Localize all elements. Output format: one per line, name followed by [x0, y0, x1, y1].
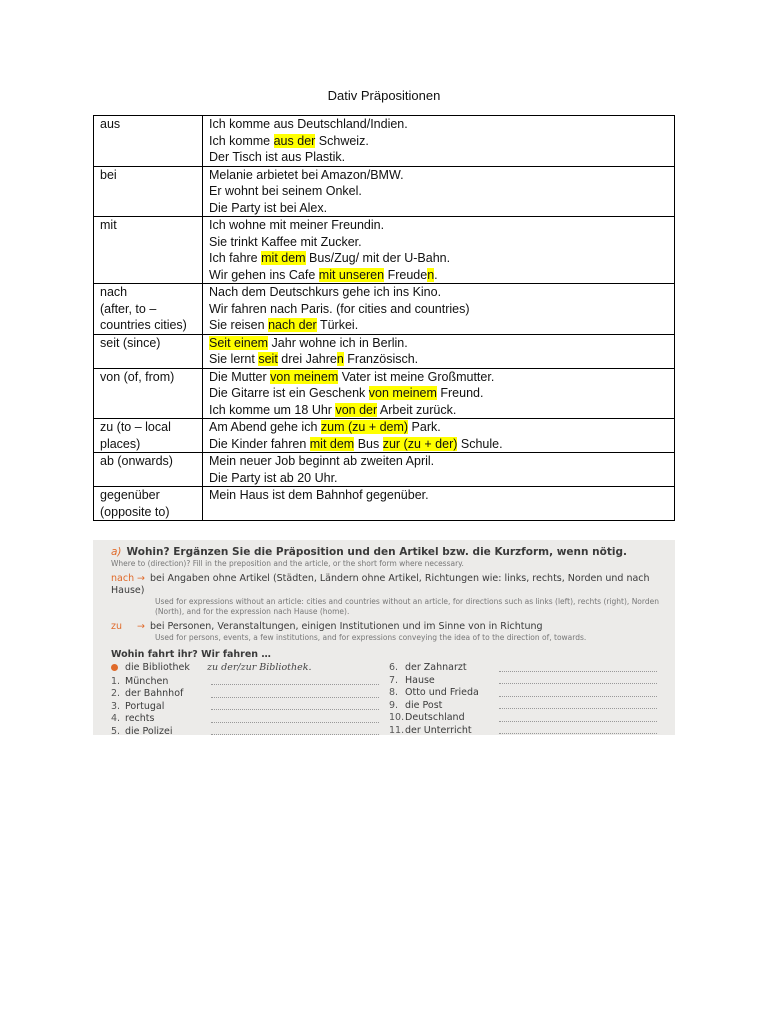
example-sentence	[209, 217, 668, 234]
exercise-item-word: Otto und Frieda	[405, 687, 479, 698]
sentence-segment: Die Gitarre ist ein Geschenk	[209, 386, 369, 400]
preposition-label: seit (since)	[100, 335, 161, 350]
document-title: Dativ Präpositionen	[327, 88, 441, 103]
example-sentence	[209, 453, 668, 470]
table-row	[94, 487, 675, 521]
example-sentence	[209, 335, 668, 352]
highlighted-phrase: seit	[258, 352, 278, 366]
examples-cell	[203, 217, 675, 284]
sentence-segment: Mein Haus ist dem Bahnhof gegenüber.	[209, 488, 429, 502]
exercise-item	[389, 712, 667, 725]
preposition-label: mit	[100, 218, 117, 232]
table-row	[94, 453, 675, 487]
sentence-segment: Die Kinder fahren	[209, 436, 310, 451]
sentence-segment: drei Jahre	[277, 352, 337, 366]
exercise-item-word: Portugal	[125, 700, 165, 712]
exercise-item-number: 7.	[389, 674, 399, 686]
preposition-label: zu (to – local	[100, 420, 171, 434]
preposition-cell	[94, 284, 203, 335]
exercise-example-answer: zu der/zur Bibliothek.	[207, 662, 312, 673]
exercise-item-word: der Unterricht	[405, 724, 472, 735]
sentence-segment: Ich komme	[209, 133, 274, 148]
exercise-example	[111, 662, 389, 676]
sentence-segment: Schule.	[457, 436, 503, 451]
table-row	[94, 334, 675, 368]
sentence-segment: Der Tisch ist aus Plastik.	[209, 150, 346, 164]
exercise-item-number: 10.	[389, 712, 405, 723]
highlighted-phrase: von der	[335, 402, 378, 417]
arrow-right-icon: →	[137, 621, 145, 632]
exercise-item	[389, 725, 667, 736]
answer-blank	[211, 701, 379, 711]
answer-blank	[499, 675, 657, 685]
table-row	[94, 284, 675, 335]
rule-zu	[111, 621, 667, 633]
sentence-segment: Sie trinkt Kaffee mit Zucker.	[209, 234, 362, 249]
sentence-segment: Die Party ist bei Alex.	[209, 200, 328, 215]
preposition-label: (after, to –	[100, 301, 157, 316]
preposition-label: bei	[100, 167, 117, 182]
answer-blank	[211, 713, 379, 723]
preposition-cell	[94, 334, 203, 368]
preposition-label: (opposite to)	[100, 504, 170, 519]
exercise-item-word: der Zahnarzt	[405, 662, 467, 673]
highlighted-phrase: mit dem	[261, 251, 306, 265]
exercise-letter: a)	[111, 546, 122, 558]
exercise-item	[389, 675, 667, 688]
preposition-cell	[94, 217, 203, 284]
sentence-segment: Bus	[354, 436, 383, 451]
exercise-item	[389, 700, 667, 713]
exercise-item-number: 6.	[389, 662, 399, 673]
exercise-item-number: 1.	[111, 675, 121, 687]
sentence-segment: Freude	[384, 267, 428, 282]
exercise-task-translation: Where to (direction)? Fill in the preposition and the article, or the short form where necessary.	[111, 559, 464, 568]
sentence-segment: Französisch.	[343, 352, 419, 366]
rule-nach-text: bei Angaben ohne Artikel (Städten, Ländern ohne Artikel, Richtungen wie: links, rechts, Norden und nach Hause)	[111, 573, 650, 596]
exercise-item-number: 2.	[111, 688, 121, 699]
exercise-item-word: die Polizei	[125, 725, 173, 735]
arrow-right-icon: →	[137, 573, 145, 584]
example-sentence	[209, 470, 668, 487]
exercise-question: Wohin fahrt ihr? Wir fahren …	[111, 649, 271, 660]
exercise-item-word: die Post	[405, 699, 443, 711]
sentence-segment: Wir gehen ins Cafe	[209, 267, 319, 282]
table-row	[94, 217, 675, 284]
example-sentence	[209, 402, 668, 419]
preposition-cell	[94, 419, 203, 453]
exercise-item	[389, 687, 667, 700]
rule-nach-keyword: nach	[111, 573, 135, 584]
sentence-segment: Wir fahren nach Paris. (for cities and countries)	[209, 301, 470, 316]
bullet-icon	[111, 664, 118, 671]
example-sentence	[209, 234, 668, 251]
preposition-cell	[94, 368, 203, 419]
sentence-segment: Die Mutter	[209, 369, 271, 384]
exercise-task-text: Wohin? Ergänzen Sie die Präposition und den Artikel bzw. die Kurzform, wenn nötig.	[126, 546, 627, 558]
example-sentence	[209, 200, 668, 217]
table-body	[94, 116, 675, 521]
examples-cell	[203, 116, 675, 167]
preposition-label: von (of, from)	[100, 369, 175, 384]
highlighted-phrase: von meinem	[368, 386, 437, 400]
preposition-cell	[94, 453, 203, 487]
sentence-segment: .	[434, 267, 438, 282]
highlighted-phrase: mit unseren	[318, 267, 385, 282]
table-row	[94, 419, 675, 453]
exercise-item	[111, 713, 389, 726]
example-sentence	[209, 369, 668, 386]
sentence-segment: Park.	[408, 420, 441, 434]
dative-prepositions-table	[93, 115, 675, 521]
table-row	[94, 116, 675, 167]
answer-blank	[211, 688, 379, 698]
examples-cell	[203, 368, 675, 419]
sentence-segment: Bus/Zug/ mit der U-Bahn.	[305, 251, 451, 265]
highlighted-phrase: n	[427, 267, 435, 282]
exercise-item-word: der Bahnhof	[125, 688, 184, 699]
preposition-cell	[94, 116, 203, 167]
exercise-item	[111, 688, 389, 701]
example-sentence	[209, 487, 668, 504]
examples-cell	[203, 334, 675, 368]
highlighted-phrase: Seit einem	[209, 335, 269, 350]
exercise-item	[111, 701, 389, 714]
answer-blank	[499, 712, 657, 722]
answer-blank	[211, 726, 379, 736]
sentence-segment: Nach dem Deutschkurs gehe ich ins Kino.	[209, 285, 442, 299]
highlighted-phrase: zum (zu + dem)	[320, 420, 409, 434]
exercise-item-number: 8.	[389, 687, 399, 698]
exercise-item-word: Deutschland	[405, 712, 465, 723]
sentence-segment: Sie reisen	[209, 318, 269, 332]
exercise-column-left	[111, 662, 389, 735]
example-sentence	[209, 284, 668, 301]
example-sentence	[209, 301, 668, 318]
example-sentence	[209, 504, 668, 521]
example-sentence	[209, 419, 668, 436]
sentence-segment: Ich komme um 18 Uhr	[209, 402, 336, 417]
answer-blank	[499, 687, 657, 697]
exercise-item-number: 4.	[111, 713, 121, 724]
example-sentence	[209, 385, 668, 402]
exercise-item-word: München	[125, 675, 169, 687]
preposition-label: ab (onwards)	[100, 454, 173, 468]
example-sentence	[209, 250, 668, 267]
exercise-task	[111, 546, 667, 559]
rule-zu-keyword: zu	[111, 621, 123, 632]
preposition-label: nach	[100, 285, 128, 299]
examples-cell	[203, 453, 675, 487]
answer-blank	[499, 700, 657, 710]
preposition-label: places)	[100, 436, 141, 451]
exercise-item-number: 5.	[111, 725, 121, 735]
highlighted-phrase: zur (zu + der)	[382, 436, 458, 451]
preposition-label: gegenüber	[100, 488, 160, 502]
sentence-segment: Jahr wohne ich in Berlin.	[268, 335, 408, 350]
sentence-segment: Am Abend gehe ich	[209, 420, 321, 434]
rule-zu-translation: Used for persons, events, a few institutions, and for expressions conveying the idea of to the direction of, towards.	[155, 633, 587, 642]
examples-cell	[203, 487, 675, 521]
examples-cell	[203, 284, 675, 335]
example-sentence	[209, 267, 668, 284]
highlighted-phrase: aus der	[273, 133, 316, 148]
answer-blank	[499, 662, 657, 672]
sentence-segment: Arbeit zurück.	[377, 402, 457, 417]
rule-nach-translation: Used for expressions without an article: cities and countries without an article, for directions such as links (left), rechts (right), Norden (North), and for the expression nach Hause (home).	[155, 597, 659, 616]
rule-nach	[111, 573, 667, 597]
exercise-item-word: rechts	[125, 713, 155, 724]
answer-blank	[499, 725, 657, 735]
table-row	[94, 166, 675, 217]
sentence-segment: Ich wohne mit meiner Freundin.	[209, 218, 385, 232]
exercise-item	[111, 676, 389, 689]
table-row	[94, 368, 675, 419]
exercise-item	[389, 662, 667, 675]
example-sentence	[209, 183, 668, 200]
highlighted-phrase: mit dem	[309, 436, 355, 451]
textbook-excerpt-image	[93, 540, 675, 735]
preposition-cell	[94, 487, 203, 521]
example-sentence	[209, 436, 668, 453]
answer-blank	[211, 676, 379, 686]
exercise-item	[111, 726, 389, 736]
examples-cell	[203, 166, 675, 217]
exercise-column-right	[389, 662, 667, 735]
exercise-item-number: 3.	[111, 700, 121, 712]
example-sentence	[209, 149, 668, 166]
sentence-segment: Die Party ist ab 20 Uhr.	[209, 470, 338, 485]
sentence-segment: Vater ist meine Großmutter.	[338, 369, 495, 384]
example-sentence	[209, 116, 668, 133]
exercise-item-word: Hause	[405, 674, 435, 686]
sentence-segment: Ich fahre	[209, 251, 262, 265]
sentence-segment: Ich komme aus Deutschland/Indien.	[209, 117, 408, 131]
sentence-segment: Freund.	[436, 386, 484, 400]
example-sentence	[209, 133, 668, 150]
highlighted-phrase: nach der	[268, 318, 317, 332]
examples-cell	[203, 419, 675, 453]
exercise-item-number: 11.	[389, 724, 405, 735]
preposition-cell	[94, 166, 203, 217]
sentence-segment: Melanie arbietet bei Amazon/BMW.	[209, 167, 404, 182]
example-sentence	[209, 351, 668, 368]
exercise-example-word: die Bibliothek	[125, 662, 190, 673]
highlighted-phrase: n	[336, 352, 344, 366]
highlighted-phrase: von meinem	[270, 369, 339, 384]
preposition-label: aus	[100, 117, 121, 131]
exercise-item-number: 9.	[389, 699, 399, 711]
sentence-segment: Sie lernt	[209, 352, 259, 366]
sentence-segment: Er wohnt bei seinem Onkel.	[209, 184, 362, 198]
example-sentence	[209, 167, 668, 184]
sentence-segment: Schweiz.	[315, 133, 369, 148]
sentence-segment: Mein neuer Job beginnt ab zweiten April.	[209, 454, 435, 468]
exercise-items	[111, 662, 667, 735]
sentence-segment: Türkei.	[316, 318, 359, 332]
rule-zu-text: bei Personen, Veranstaltungen, einigen Institutionen und im Sinne von in Richtung	[149, 621, 543, 632]
example-sentence	[209, 317, 668, 334]
preposition-label: countries cities)	[100, 318, 187, 332]
